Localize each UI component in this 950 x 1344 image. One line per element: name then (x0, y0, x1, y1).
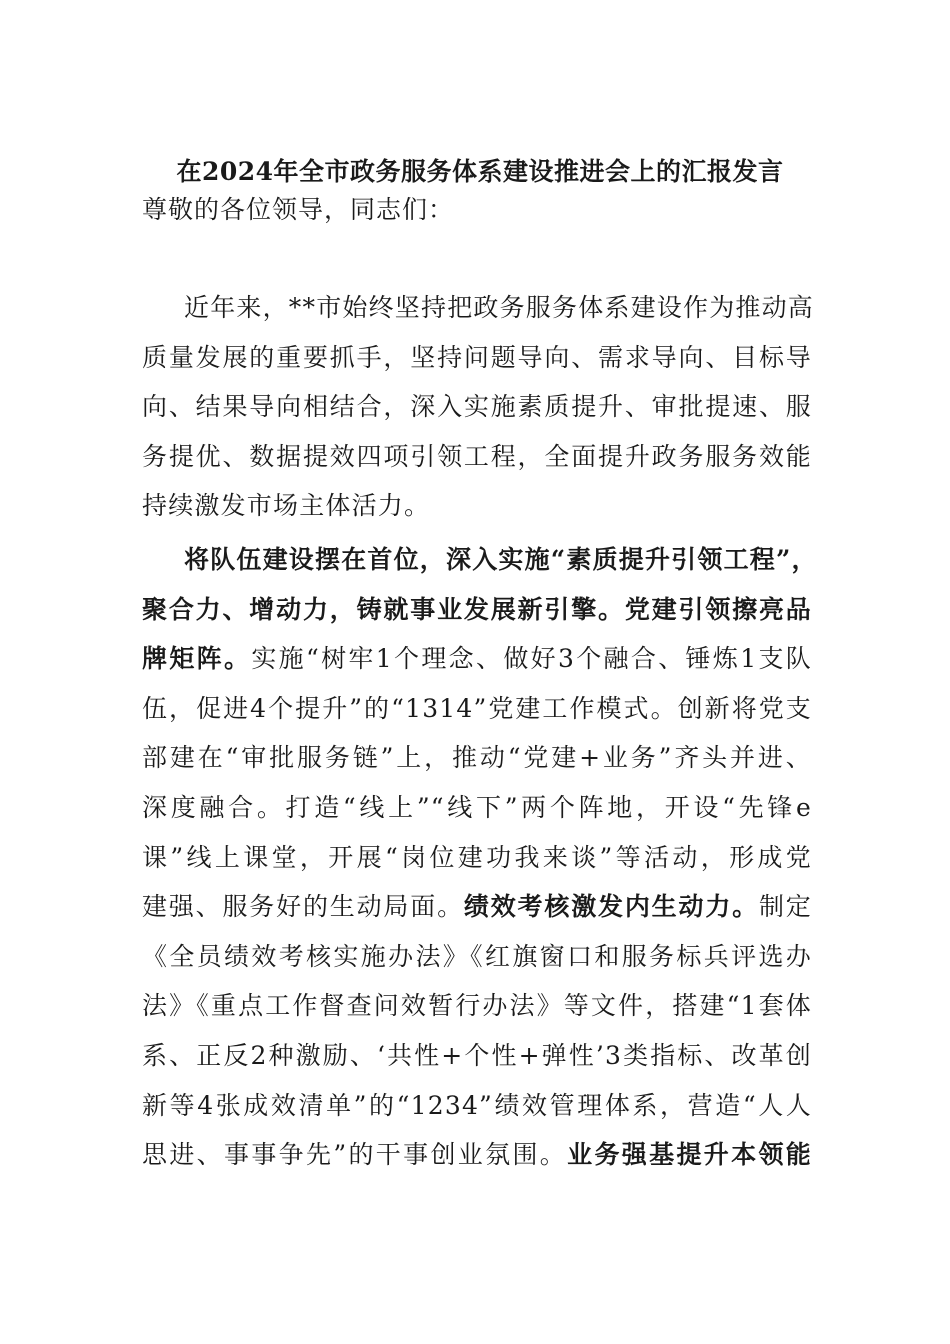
paragraph-line: 法》《重点工作督查问效暂行办法》等文件，搭建“1套体 (142, 991, 812, 1021)
paragraph-line: 务提优、数据提效四项引领工程，全面提升政务服务效能 (142, 441, 812, 471)
paragraph-text: 制定 (758, 892, 813, 922)
paragraph-line: 近年来，**市始终坚持把政务服务体系建设作为推动高 (184, 293, 815, 322)
salutation: 尊敬的各位领导，同志们： (142, 195, 455, 224)
paragraph-text: 建强、服务好的生动局面。 (142, 892, 464, 922)
subheading-skills: 业务强基提升本领能 (567, 1140, 812, 1170)
paragraph-line: 部建在“审批服务链”上，推动“党建+业务”齐头并进、 (142, 743, 812, 773)
paragraph-line: 持续激发市场主体活力。 (142, 491, 431, 521)
paragraph-line: 向、结果导向相结合，深入实施素质提升、审批提速、服 (142, 392, 812, 422)
paragraph-text: 思进、事事争先”的干事创业氛围。 (142, 1140, 568, 1170)
paragraph-line (142, 634, 812, 684)
subheading-party-building: 牌矩阵。 (142, 644, 252, 674)
paragraph-team-building (142, 535, 818, 1180)
paragraph-line: 质量发展的重要抓手，坚持问题导向、需求导向、目标导 (142, 342, 812, 372)
section-heading-line: 将队伍建设摆在首位，深入实施“素质提升引领工程”， (184, 545, 818, 574)
paragraph-text: 实施“树牢1个理念、做好3个融合、锤炼1支队 (251, 644, 812, 674)
subheading-performance: 绩效考核激发内生动力。 (463, 892, 759, 922)
section-heading-line: 聚合力、增动力，铸就事业发展新引擎。党建引领擦亮品 (142, 594, 812, 624)
paragraph-line: 新等4张成效清单”的“1234”绩效管理体系，营造“人人 (142, 1090, 812, 1120)
document-title: 在2024年全市政务服务体系建设推进会上的汇报发言 (176, 157, 784, 186)
paragraph-line: 深度融合。打造“线上”“线下”两个阵地，开设“先锋e (142, 792, 812, 822)
paragraph-line (142, 882, 812, 932)
paragraph-line: 系、正反2种激励、‘共性+个性+弹性’3类指标、改革创 (142, 1040, 812, 1070)
paragraph-line: 《全员绩效考核实施办法》《红旗窗口和服务标兵评选办 (142, 941, 812, 971)
paragraph-line (142, 1130, 812, 1180)
paragraph-line: 伍，促进4个提升”的“1314”党建工作模式。创新将党支 (142, 693, 812, 723)
paragraph-intro (142, 283, 815, 531)
paragraph-line: 课”线上课堂，开展“岗位建功我来谈”等活动，形成党 (142, 842, 812, 872)
